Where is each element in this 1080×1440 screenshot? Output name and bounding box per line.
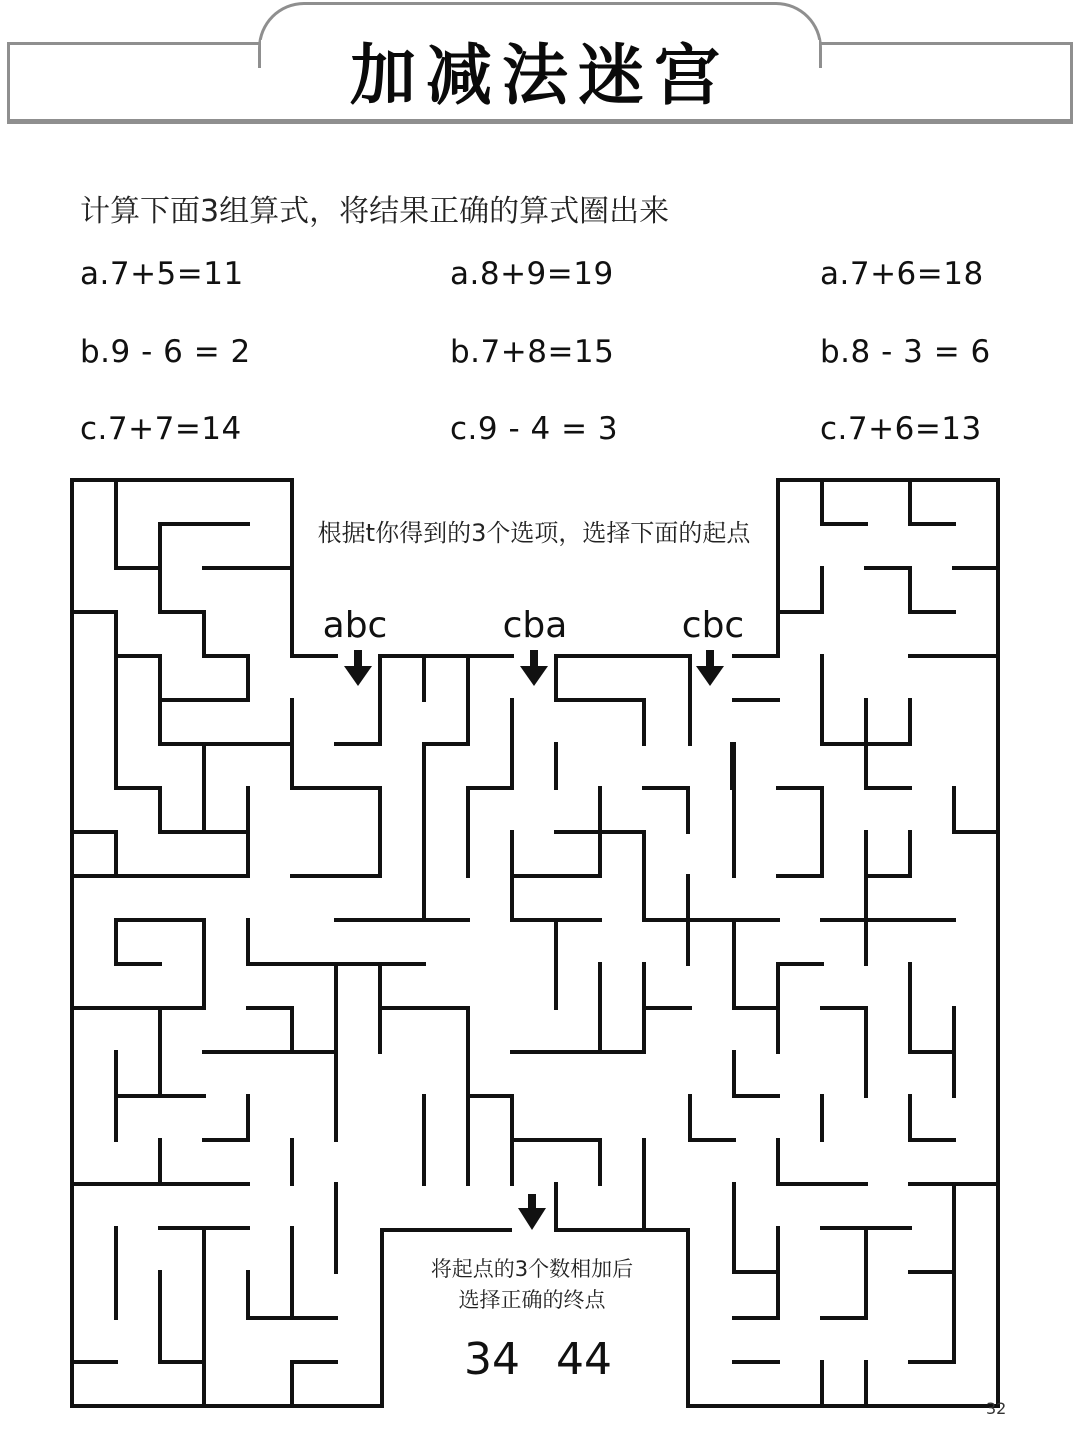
arrow-down-icon xyxy=(344,650,372,686)
start-option-cbc[interactable]: cbc xyxy=(681,605,745,646)
page-title: 加减法迷宫 xyxy=(350,37,730,114)
equation-group3-c[interactable]: c.7+6=13 xyxy=(820,411,982,447)
end-option-44[interactable]: 44 xyxy=(556,1334,612,1385)
arrow-down-icon xyxy=(520,650,548,686)
start-option-cba[interactable]: cba xyxy=(502,605,568,646)
start-option-abc[interactable]: abc xyxy=(322,605,388,646)
equation-group2-a[interactable]: a.8+9=19 xyxy=(450,256,614,292)
maze-top-hint: 根据t你得到的3个选项，选择下面的起点 xyxy=(317,519,751,547)
end-hint-line1: 将起点的3个数相加后 xyxy=(430,1257,634,1281)
arrow-down-icon xyxy=(696,650,724,686)
equation-group3-a[interactable]: a.7+6=18 xyxy=(820,256,984,292)
end-hint-line2: 选择正确的终点 xyxy=(458,1288,606,1312)
equation-group1-c[interactable]: c.7+7=14 xyxy=(80,411,242,447)
equation-group2-c[interactable]: c.9 - 4 = 3 xyxy=(450,411,619,447)
arrow-down-icon xyxy=(518,1194,546,1230)
equation-group1-b[interactable]: b.9 - 6 = 2 xyxy=(80,334,251,370)
equation-group1-a[interactable]: a.7+5=11 xyxy=(80,256,244,292)
equation-group2-b[interactable]: b.7+8=15 xyxy=(450,334,615,370)
end-option-34[interactable]: 34 xyxy=(464,1334,520,1385)
instruction-text: 计算下面3组算式，将结果正确的算式圈出来 xyxy=(80,194,670,229)
maze-end-hint xyxy=(390,1254,674,1316)
equation-group3-b[interactable]: b.8 - 3 = 6 xyxy=(820,334,991,370)
page-number: 32 xyxy=(986,1399,1007,1418)
